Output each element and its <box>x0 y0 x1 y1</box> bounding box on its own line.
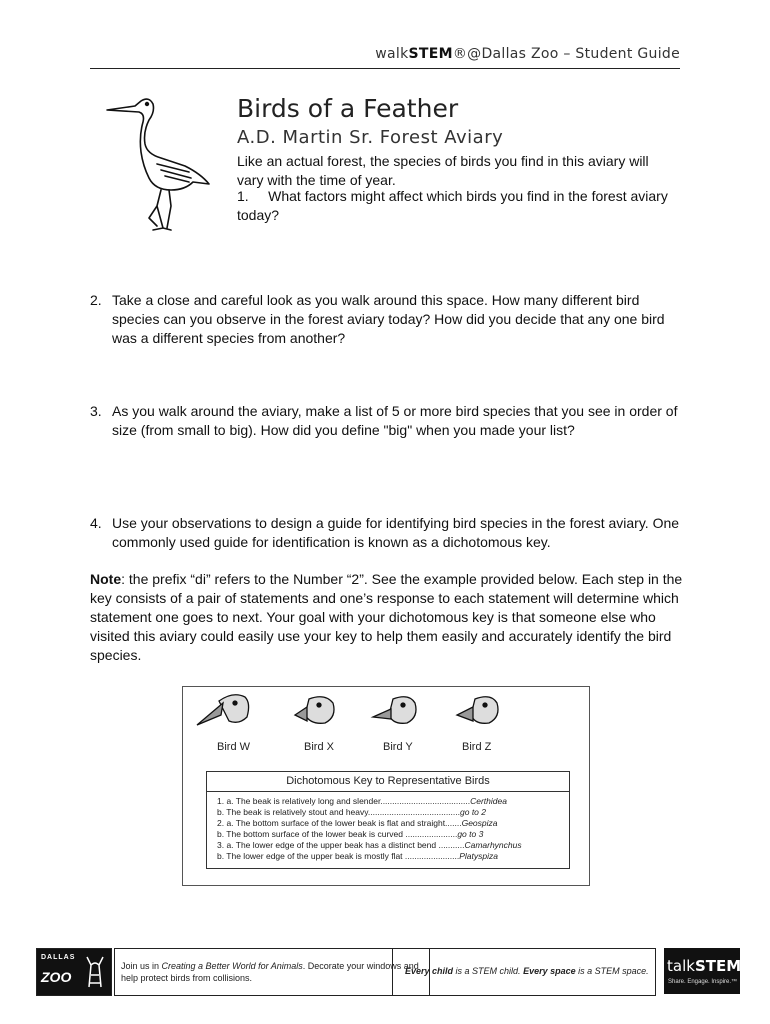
key-row <box>217 796 562 806</box>
question-2-text: Take a close and careful look as you walk around this space. How many different bird species can you observe in the forest aviary today? How did you decide that any one bird was a different species from another? <box>112 292 665 346</box>
footer-message-pre: Join us in <box>121 961 162 971</box>
header-mark: ®@ <box>452 46 482 62</box>
key-row <box>217 851 562 861</box>
key-row <box>217 818 562 828</box>
key-row-text: b. The beak is relatively stout and heavy....................................... <box>217 807 460 817</box>
question-1 <box>237 187 677 225</box>
key-row-result: Platyspiza <box>459 851 498 861</box>
key-row <box>217 829 562 839</box>
key-row-text: 2. a. The bottom surface of the lower beak is flat and straight....... <box>217 818 462 828</box>
talkstem-wordmark <box>667 957 741 975</box>
note-paragraph <box>90 570 690 665</box>
logo-bottom-text: ZOO <box>41 969 72 985</box>
footer-slogan-box <box>392 948 656 996</box>
slogan-part: Every child <box>405 966 454 976</box>
question-3-number: 3. <box>90 403 102 419</box>
key-row-result: go to 2 <box>460 807 486 817</box>
footer-message <box>121 960 421 984</box>
key-row-text: b. The bottom surface of the lower beak is curved ...................... <box>217 829 458 839</box>
bird-y-label: Bird Y <box>383 741 413 753</box>
bird-z-head-icon <box>457 697 498 724</box>
page-header <box>90 46 680 69</box>
question-3-text: As you walk around the aviary, make a list of 5 or more bird species that you see in order of size (from small to big). How did you define "big" when you made your list? <box>112 403 678 438</box>
question-3 <box>90 402 690 440</box>
header-brand: STEM <box>408 46 453 62</box>
question-2-number: 2. <box>90 292 102 308</box>
question-4-number: 4. <box>90 515 102 531</box>
bird-w-head-icon <box>197 695 249 725</box>
dallas-zoo-logo <box>36 948 112 996</box>
footer-message-box <box>114 948 430 996</box>
note-label: Note <box>90 571 122 587</box>
key-row-result: Camarhynchus <box>464 840 522 850</box>
bird-x-label: Bird X <box>304 741 334 753</box>
header-walk: walk <box>375 46 409 62</box>
key-row-text: b. The lower edge of the upper beak is mostly flat ....................... <box>217 851 460 861</box>
page-footer <box>36 948 740 994</box>
logo-top-text: DALLAS <box>41 954 76 961</box>
dichotomous-key-figure <box>182 686 590 886</box>
talkstem-tagline: Share. Engage. Inspire.™ <box>668 979 738 985</box>
key-row <box>217 807 562 817</box>
bird-heads-illustration <box>183 687 589 747</box>
note-text: : the prefix “di” refers to the Number “2”. See the example provided below. Each step in the key consists of a pair of statements and one’s response to each statement will determine which statement one goes to next. Your goal with your dichotomous key is that someone else who visited this aviary could easily use your key to help them easily and accurately identify the bird species. <box>90 571 683 663</box>
talkstem-logo <box>664 948 740 994</box>
key-row-result: go to 3 <box>457 829 484 839</box>
key-row-result: Geospiza <box>461 818 498 828</box>
talkstem-stem: STEM <box>694 957 742 975</box>
footer-message-emphasis: Creating a Better World for Animals <box>161 961 303 971</box>
bird-y-head-icon <box>373 697 416 724</box>
key-row-text: 3. a. The lower edge of the upper beak has a distinct bend ........... <box>217 840 465 850</box>
question-4-text: Use your observations to design a guide for identifying bird species in the forest aviary. One commonly used guide for identification is known as a dichotomous key. <box>112 515 680 550</box>
bird-x-head-icon <box>295 697 334 724</box>
question-1-text: What factors might affect which birds you find in the forest aviary today? <box>237 188 668 223</box>
page-title: Birds of a Feather <box>237 94 459 123</box>
bird-w-label: Bird W <box>217 741 250 753</box>
talkstem-talk: talk <box>667 957 695 975</box>
question-1-number: 1. <box>237 188 249 204</box>
slogan-part: is a STEM space. <box>575 966 649 976</box>
footer-slogan <box>405 966 649 976</box>
bird-z-label: Bird Z <box>462 741 492 753</box>
question-4 <box>90 514 690 552</box>
slogan-part: is a STEM child. <box>453 966 524 976</box>
slogan-part: Every space <box>523 966 576 976</box>
key-table <box>206 771 570 869</box>
question-2 <box>90 291 690 348</box>
stork-illustration <box>105 92 215 232</box>
footer-message-post: . Decorate your windows and help protect birds from collisions. <box>121 961 419 983</box>
page-subtitle: A.D. Martin Sr. Forest Aviary <box>237 127 504 148</box>
key-row <box>217 840 562 850</box>
header-guide: Dallas Zoo – Student Guide <box>481 46 680 62</box>
giraffe-icon <box>81 953 109 991</box>
key-row-result: Certhidea <box>470 796 507 806</box>
key-row-text: 1. a. The beak is relatively long and slender...................................... <box>217 796 471 806</box>
key-title: Dichotomous Key to Representative Birds <box>207 772 569 792</box>
intro-text: Like an actual forest, the species of birds you find in this aviary will vary with the time of year. <box>237 153 649 188</box>
